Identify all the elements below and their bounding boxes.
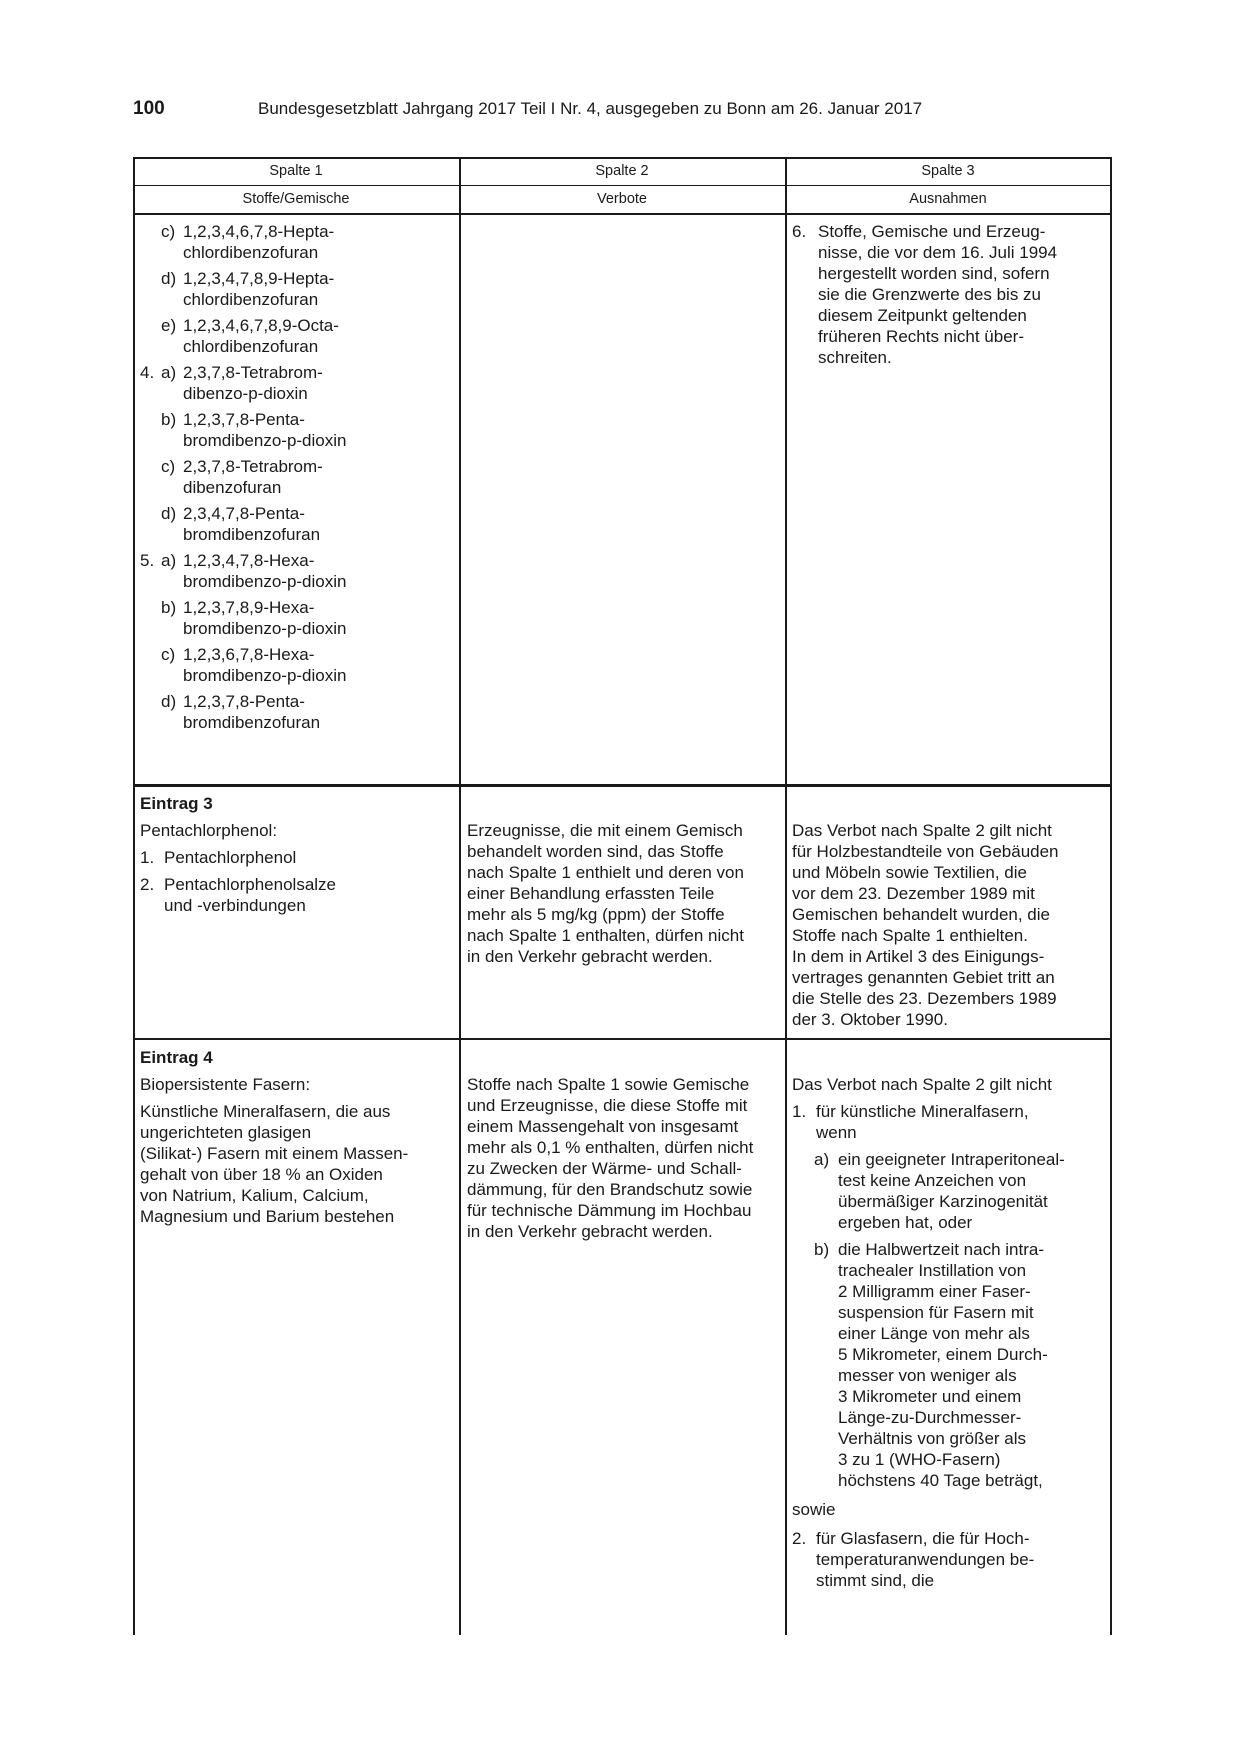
substance-description: gehalt von über 18 % an Oxiden — [140, 1165, 383, 1184]
entry4-intro: Biopersistente Fasern: — [140, 1075, 311, 1094]
item-number: 5. — [140, 551, 155, 570]
substance-item — [133, 409, 459, 451]
substance-item — [133, 268, 459, 310]
substance-name: bromdibenzo-p-dioxin — [183, 431, 347, 450]
substance-item — [133, 550, 459, 592]
col2-header: Spalte 2 — [595, 163, 649, 179]
exception-number: 6. — [792, 222, 807, 241]
exception-text: 2 Milligramm einer Faser- — [838, 1282, 1031, 1301]
entry4-exception-intro: Das Verbot nach Spalte 2 gilt nicht — [792, 1075, 1052, 1094]
prohibition-text: nach Spalte 1 enthalten, dürfen nicht — [467, 926, 744, 945]
substance-item — [133, 362, 459, 404]
exception-text: und Möbeln sowie Textilien, die — [792, 863, 1027, 882]
entry4-col3 — [792, 1074, 1118, 1591]
exception-text: ergeben hat, oder — [838, 1213, 973, 1232]
prohibition-text: nach Spalte 1 enthielt und deren von — [467, 863, 744, 882]
item-label: c) — [161, 645, 176, 664]
exception-text: Stoffe, Gemische und Erzeug- — [818, 222, 1046, 241]
item-label: d) — [161, 269, 177, 288]
gazette-title: Bundesgesetzblatt Jahrgang 2017 Teil I Nr. 4, ausgegeben zu Bonn am 26. Januar 2017 — [258, 99, 923, 118]
item-label: a) — [161, 363, 177, 382]
col3-header: Spalte 3 — [921, 163, 975, 179]
entry4-title: Eintrag 4 — [140, 1048, 213, 1067]
prohibition-text: mehr als 0,1 % enthalten, dürfen nicht — [467, 1138, 754, 1157]
prohibition-text: mehr als 5 mg/kg (ppm) der Stoffe — [467, 905, 725, 924]
exception-text: Länge-zu-Durchmesser- — [838, 1408, 1022, 1427]
entry3-item-1 — [140, 847, 466, 868]
substance-name: 2,3,7,8-Tetrabrom- — [183, 457, 323, 476]
exception-text: übermäßiger Karzinogenität — [838, 1192, 1048, 1211]
exception-text: schreiten. — [818, 348, 892, 367]
substance-name: 1,2,3,6,7,8-Hexa- — [183, 645, 315, 664]
prohibition-text: behandelt worden sind, das Stoffe — [467, 842, 724, 861]
substance-name: chlordibenzofuran — [183, 337, 319, 356]
substance-name: 2,3,7,8-Tetrabrom- — [183, 363, 323, 382]
item-number: 2. — [792, 1529, 807, 1548]
exception-text: 5 Mikrometer, einem Durch- — [838, 1345, 1048, 1364]
substance-name: 1,2,3,7,8-Penta- — [183, 692, 305, 711]
substance-name: dibenzo-p-dioxin — [183, 384, 308, 403]
col1-subheader: Stoffe/Gemische — [242, 191, 350, 207]
exception-text: test keine Anzeichen von — [838, 1171, 1027, 1190]
header-bottom-border — [133, 213, 1111, 215]
substance-name: 2,3,4,7,8-Penta- — [183, 504, 305, 523]
substance-item — [133, 691, 459, 733]
prohibition-text: Stoffe nach Spalte 1 sowie Gemische — [467, 1075, 750, 1094]
substance-name: bromdibenzofuran — [183, 525, 321, 544]
substance-name: 1,2,3,4,7,8-Hexa- — [183, 551, 315, 570]
item-label: a) — [161, 551, 177, 570]
item-number: 1. — [792, 1102, 807, 1121]
item-label: d) — [161, 692, 177, 711]
substance-item — [133, 597, 459, 639]
exception-text: vertrages genannten Gebiet tritt an — [792, 968, 1055, 987]
substance-description: ungerichteten glasigen — [140, 1123, 312, 1142]
item-text: und -verbindungen — [164, 896, 306, 915]
substance-item — [133, 221, 459, 263]
exception-text: ein geeigneter Intraperitoneal- — [838, 1150, 1065, 1169]
substance-name: chlordibenzofuran — [183, 290, 319, 309]
exception-text: stimmt sind, die — [816, 1571, 935, 1590]
item-number: 4. — [140, 363, 155, 382]
exception-text: hergestellt worden sind, sofern — [818, 264, 1050, 283]
substance-name: dibenzofuran — [183, 478, 282, 497]
exception-text: die Halbwertzeit nach intra- — [838, 1240, 1044, 1259]
exception-text: für Glasfasern, die für Hoch- — [816, 1529, 1030, 1548]
entry4-col1 — [140, 1047, 466, 1227]
entry3-col1 — [140, 793, 466, 916]
substance-name: 1,2,3,7,8-Penta- — [183, 410, 305, 429]
entry4-col2 — [467, 1074, 793, 1242]
exception-item-1 — [792, 1101, 1118, 1143]
prohibition-text: einem Massengehalt von insgesamt — [467, 1117, 739, 1136]
substance-name: 1,2,3,4,6,7,8-Hepta- — [183, 222, 335, 241]
col2-subheader: Verbote — [597, 191, 647, 207]
col3-subheader: Ausnahmen — [909, 191, 987, 207]
item-label: c) — [161, 222, 176, 241]
item-number: 2. — [140, 875, 155, 894]
page-number: 100 — [133, 98, 165, 119]
item-label: e) — [161, 316, 177, 335]
exception-text: suspension für Fasern mit — [838, 1303, 1034, 1322]
entry3-intro: Pentachlorphenol: — [140, 821, 278, 840]
exception-item-2 — [792, 1528, 1118, 1591]
item-number: 1. — [140, 848, 155, 867]
exception-sub-a — [792, 1149, 1118, 1233]
substance-name: bromdibenzo-p-dioxin — [183, 666, 347, 685]
substance-item — [133, 315, 459, 357]
exception-text: vor dem 23. Dezember 1989 mit — [792, 884, 1035, 903]
substance-description: Künstliche Mineralfasern, die aus — [140, 1102, 391, 1121]
cont-substance-list — [133, 221, 459, 738]
substance-item — [133, 503, 459, 545]
prohibition-text: in den Verkehr gebracht werden. — [467, 1222, 713, 1241]
prohibition-text: Erzeugnisse, die mit einem Gemisch — [467, 821, 743, 840]
exception-text: für Holzbestandteile von Gebäuden — [792, 842, 1059, 861]
entry3-item-2 — [140, 874, 466, 916]
exception-text: einer Länge von mehr als — [838, 1324, 1030, 1343]
exception-text: nisse, die vor dem 16. Juli 1994 — [818, 243, 1058, 262]
exception-sub-b — [792, 1239, 1118, 1491]
substance-name: chlordibenzofuran — [183, 243, 319, 262]
substance-description: Magnesium und Barium bestehen — [140, 1207, 395, 1226]
sub-label: a) — [814, 1150, 830, 1169]
exception-text: für künstliche Mineralfasern, — [816, 1102, 1029, 1121]
prohibition-text: und Erzeugnisse, die diese Stoffe mit — [467, 1096, 748, 1115]
regulation-table — [133, 157, 1111, 1635]
exception-text: Verhältnis von größer als — [838, 1429, 1027, 1448]
exception-text: temperaturanwendungen be- — [816, 1550, 1035, 1569]
entry3-col3 — [792, 820, 1118, 1030]
cont-exception-6 — [792, 221, 1118, 368]
exception-text: die Stelle des 23. Dezembers 1989 — [792, 989, 1057, 1008]
exception-text: wenn — [816, 1123, 857, 1142]
substance-item — [133, 456, 459, 498]
page-header — [133, 98, 1113, 124]
substance-name: bromdibenzofuran — [183, 713, 321, 732]
exception-text: trachealer Instillation von — [838, 1261, 1027, 1280]
exception-text: In dem in Artikel 3 des Einigungs- — [792, 947, 1045, 966]
prohibition-text: für technische Dämmung im Hochbau — [467, 1201, 752, 1220]
item-text: Pentachlorphenol — [164, 848, 297, 867]
substance-item — [133, 644, 459, 686]
exception-text: 3 zu 1 (WHO-Fasern) — [838, 1450, 1001, 1469]
row-divider-entry4 — [133, 1038, 1111, 1040]
exception-text: Das Verbot nach Spalte 2 gilt nicht — [792, 821, 1052, 840]
exception-text: messer von weniger als — [838, 1366, 1017, 1385]
exception-text: früheren Rechts nicht über- — [818, 327, 1024, 346]
entry3-title: Eintrag 3 — [140, 794, 213, 813]
exception-sowie: sowie — [792, 1500, 836, 1519]
substance-name: 1,2,3,7,8,9-Hexa- — [183, 598, 315, 617]
item-text: Pentachlorphenolsalze — [164, 875, 337, 894]
item-label: b) — [161, 410, 177, 429]
substance-name: bromdibenzo-p-dioxin — [183, 572, 347, 591]
substance-name: 1,2,3,4,7,8,9-Hepta- — [183, 269, 335, 288]
col1-header: Spalte 1 — [269, 163, 323, 179]
exception-text: Gemischen behandelt wurden, die — [792, 905, 1050, 924]
entry3-col2 — [467, 820, 793, 967]
exception-text: 3 Mikrometer und einem — [838, 1387, 1022, 1406]
prohibition-text: dämmung, für den Brandschutz sowie — [467, 1180, 753, 1199]
exception-text: sie die Grenzwerte des bis zu — [818, 285, 1041, 304]
exception-text: der 3. Oktober 1990. — [792, 1010, 948, 1029]
substance-name: bromdibenzo-p-dioxin — [183, 619, 347, 638]
substance-description: von Natrium, Kalium, Calcium, — [140, 1186, 369, 1205]
prohibition-text: zu Zwecken der Wärme- und Schall- — [467, 1159, 742, 1178]
exception-text: höchstens 40 Tage beträgt, — [838, 1471, 1043, 1490]
exception-text: diesem Zeitpunkt geltenden — [818, 306, 1027, 325]
item-label: c) — [161, 457, 176, 476]
item-label: d) — [161, 504, 177, 523]
item-label: b) — [161, 598, 177, 617]
prohibition-text: in den Verkehr gebracht werden. — [467, 947, 713, 966]
sub-label: b) — [814, 1240, 830, 1259]
substance-name: 1,2,3,4,6,7,8,9-Octa- — [183, 316, 339, 335]
prohibition-text: einer Behandlung erfassten Teile — [467, 884, 715, 903]
row-divider-entry3 — [133, 784, 1111, 787]
substance-description: (Silikat-) Fasern mit einem Massen- — [140, 1144, 409, 1163]
exception-text: Stoffe nach Spalte 1 enthielten. — [792, 926, 1028, 945]
